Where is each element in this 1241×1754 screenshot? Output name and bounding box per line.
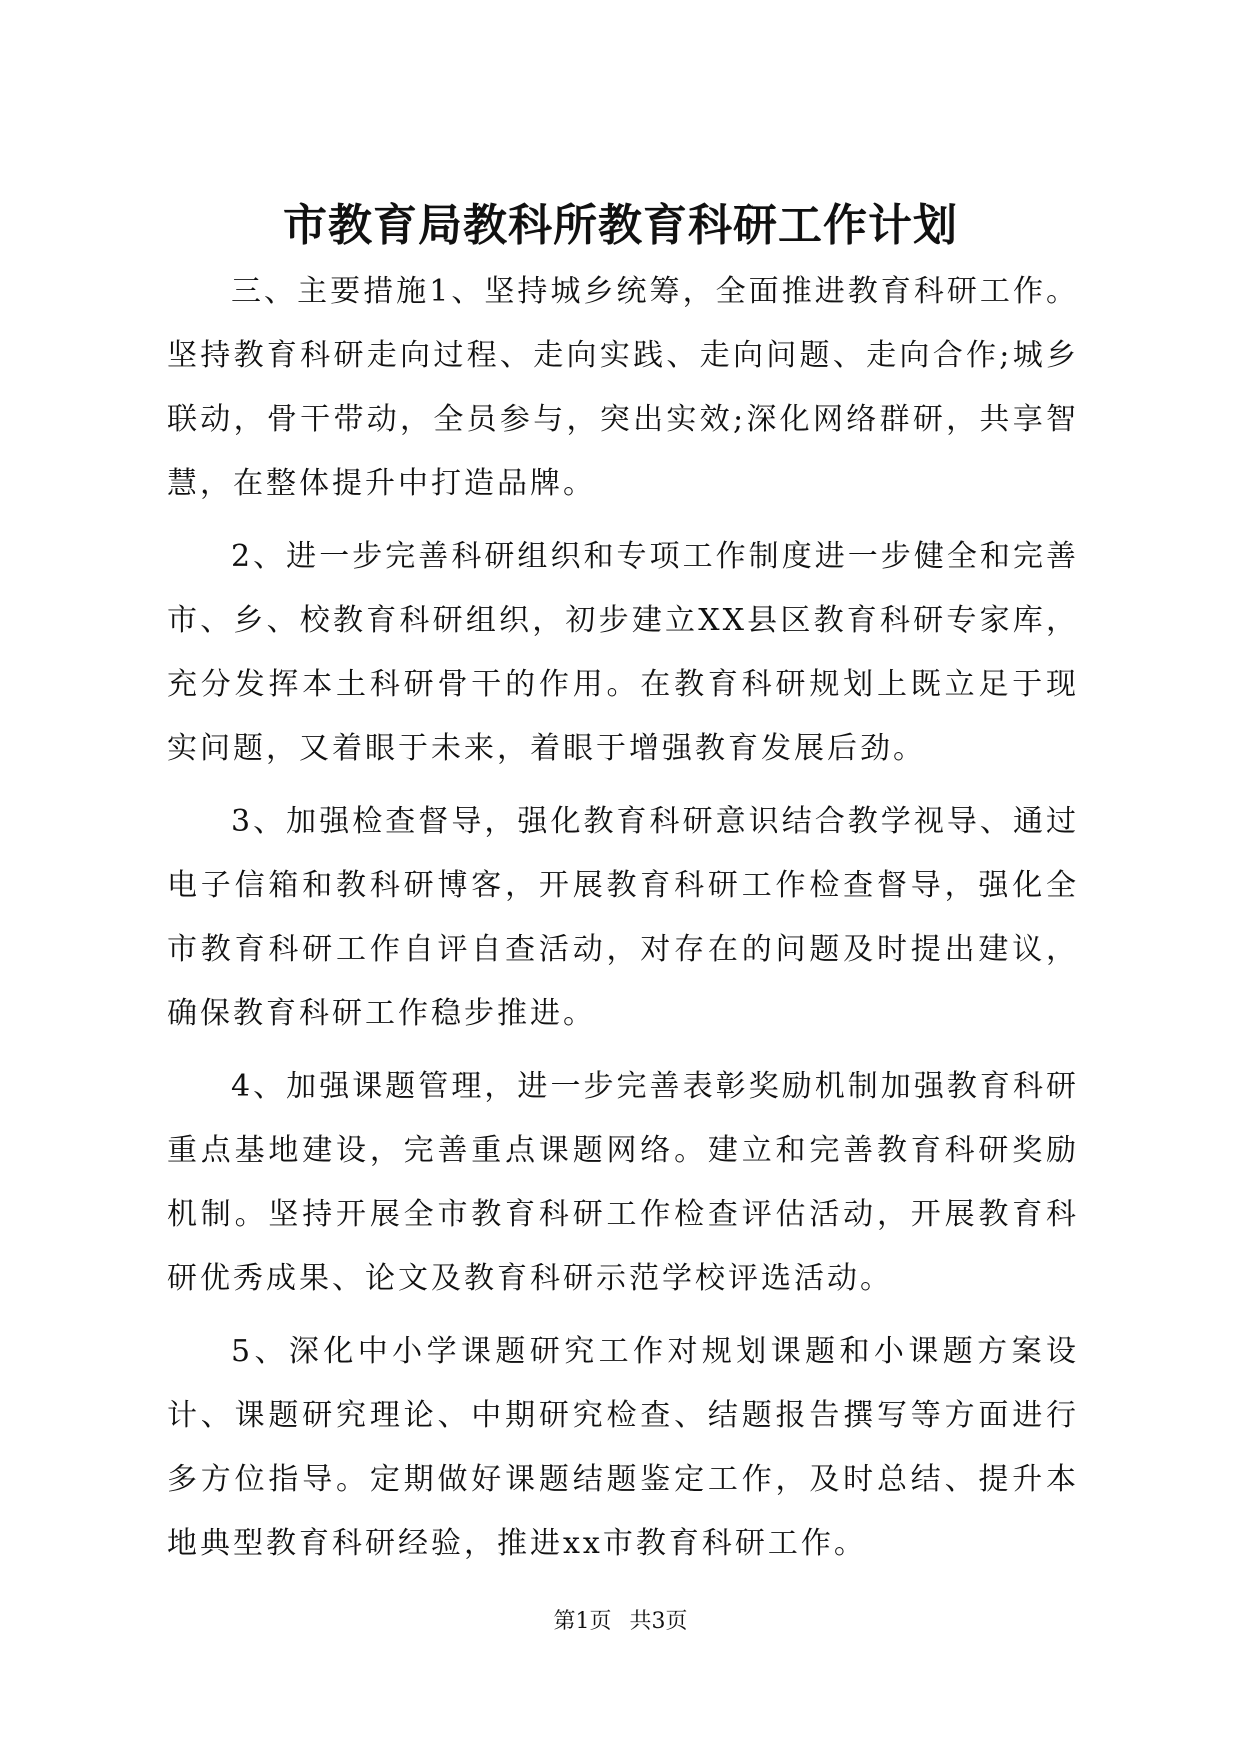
page-footer <box>0 1607 1241 1637</box>
paragraph-measures-3: 3、加强检查督导，强化教育科研意识结合教学视导、通过电子信箱和教科研博客，开展教育科研工作检查督导，强化全市教育科研工作自评自查活动，对存在的问题及时提出建议，确保教育科研工作稳步推进。 <box>167 804 1079 1031</box>
page-number-current: 第1页 <box>553 1609 612 1634</box>
document-title: 市教育局教科所教育科研工作计划 <box>283 200 958 251</box>
paragraph-measures-4: 4、加强课题管理，进一步完善表彰奖励机制加强教育科研重点基地建设，完善重点课题网络。建立和完善教育科研奖励机制。坚持开展全市教育科研工作检查评估活动，开展教育科研优秀成果、论文及教育科研示范学校评选活动。 <box>167 1069 1079 1296</box>
document-body <box>167 260 1079 1585</box>
paragraph-measures-1: 三、主要措施1、坚持城乡统筹，全面推进教育科研工作。坚持教育科研走向过程、走向实践、走向问题、走向合作;城乡联动，骨干带动，全员参与，突出实效;深化网络群研，共享智慧，在整体提升中打造品牌。 <box>167 274 1079 501</box>
paragraph-measures-5: 5、深化中小学课题研究工作对规划课题和小课题方案设计、课题研究理论、中期研究检查、结题报告撰写等方面进行多方位指导。定期做好课题结题鉴定工作，及时总结、提升本地典型教育科研经验，推进xx市教育科研工作。 <box>167 1334 1079 1561</box>
paragraph-measures-2: 2、进一步完善科研组织和专项工作制度进一步健全和完善市、乡、校教育科研组织，初步建立XX县区教育科研专家库，充分发挥本土科研骨干的作用。在教育科研规划上既立足于现实问题，又着眼于未来，着眼于增强教育发展后劲。 <box>167 539 1079 766</box>
page-number-total: 共3页 <box>629 1609 688 1634</box>
